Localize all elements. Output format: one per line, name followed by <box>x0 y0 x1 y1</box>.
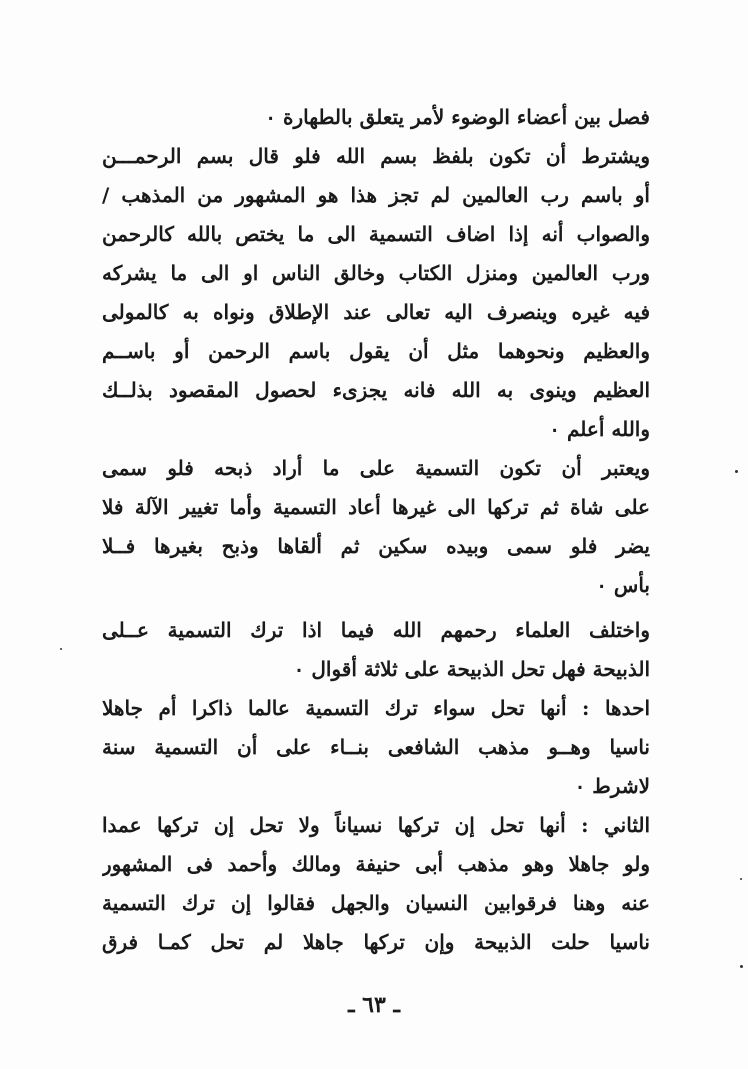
scan-speck <box>60 648 62 650</box>
paragraph-scholars-disagreement <box>102 611 650 689</box>
text-line: فيه غيره وينصرف اليه تعالى عند الإطلاق ونواه به كالمولى <box>102 300 650 324</box>
text-line: لاشرط ٠ <box>574 774 650 798</box>
page-number: ـ ٦٣ ـ <box>348 992 400 1018</box>
paragraph-first-opinion <box>102 689 650 806</box>
text-line: فصل بين أعضاء الوضوء لأمر يتعلق بالطهارة ٠ <box>265 105 650 129</box>
text-line: والصواب أنه إذا اضاف التسمية الى ما يختص بالله كالرحمن <box>102 222 650 246</box>
text-line: احدها : أنها تحل سواء ترك التسمية عالما ذاكرا أم جاهلا <box>102 696 650 720</box>
scan-speck <box>740 878 742 880</box>
text-line: والعظيم ونحوهما مثل أن يقول باسم الرحمن أو باســم <box>102 339 650 363</box>
text-line: ويشترط أن تكون بلفظ بسم الله فلو قال بسم الرحمـــن <box>102 144 650 168</box>
text-line: والله أعلم ٠ <box>549 417 650 441</box>
text-line: أو باسم رب العالمين لم تجز هذا هو المشهور من المذهب / <box>102 183 650 207</box>
paragraph-intended-animal <box>102 449 650 605</box>
text-line: ولو جاهلا وهو مذهب أبى حنيفة ومالك وأحمد فى المشهور <box>102 852 650 876</box>
text-line: ناسيا حلت الذبيحة وإن تركها جاهلا لم تحل كمـا فرق <box>102 930 650 954</box>
scan-speck <box>735 470 738 473</box>
text-line: ناسيا وهــو مذهب الشافعى بنــاء على أن التسمية سنة <box>102 735 650 759</box>
text-line: عنه وهنا فرقوابين النسيان والجهل فقالوا إن ترك التسمية <box>102 891 650 915</box>
text-line: الذبيحة فهل تحل الذبيحة على ثلاثة أقوال ٠ <box>293 657 650 681</box>
text-line: واختلف العلماء رحمهم الله فيما اذا ترك التسمية عــلى <box>102 618 650 642</box>
text-line: ورب العالمين ومنزل الكتاب وخالق الناس او الى ما يشركه <box>102 261 650 285</box>
scan-speck <box>740 965 743 968</box>
section-heading <box>102 98 650 137</box>
paragraph-second-opinion <box>102 806 650 962</box>
text-line: يضر فلو سمى وبيده سكين ثم ألقاها وذبح بغيرها فــلا <box>102 534 650 558</box>
text-line: العظيم وينوى به الله فانه يجزىء لحصول المقصود بذلــك <box>102 378 650 402</box>
text-line: على شاة ثم تركها الى غيرها أعاد التسمية وأما تغيير الآلة فلا <box>102 495 650 519</box>
body-text <box>102 98 650 962</box>
text-line: الثاني : أنها تحل إن تركها نسياناً ولا تحل إن تركها عمدا <box>102 813 650 837</box>
text-line: ويعتبر أن تكون التسمية على ما أراد ذبحه فلو سمى <box>102 456 650 480</box>
paragraph-basmala-wording <box>102 137 650 449</box>
text-line: بأس ٠ <box>596 573 650 597</box>
